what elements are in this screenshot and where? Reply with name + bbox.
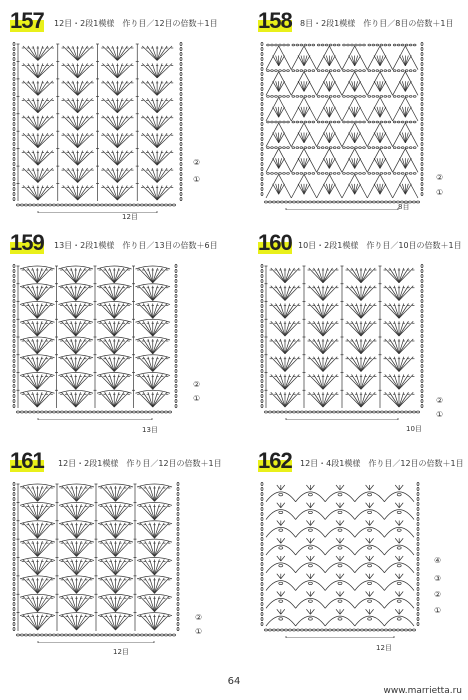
row-marker-1: ① — [195, 627, 203, 636]
crochet-chart — [10, 260, 180, 420]
row-marker-2: ② — [434, 590, 442, 599]
row-marker-2: ② — [193, 158, 201, 167]
pattern-description: 12目・2段1模様 作り目／12目の倍数＋1目 — [54, 19, 218, 28]
row-marker-2: ② — [195, 613, 203, 622]
crochet-chart — [10, 478, 182, 643]
row-marker-1: ① — [193, 394, 201, 403]
pattern-160-panel — [258, 232, 468, 447]
crochet-chart — [258, 260, 426, 420]
row-marker-4: ④ — [434, 556, 442, 565]
pattern-number: 157 — [10, 8, 44, 33]
pattern-number: 162 — [258, 448, 292, 473]
row-marker-2: ② — [436, 173, 444, 182]
pattern-description: 10目・2段1模様 作り目／10目の倍数＋1目 — [298, 241, 462, 250]
pattern-number: 158 — [258, 8, 292, 33]
row-marker-1: ① — [436, 188, 444, 197]
repeat-count: 10目 — [406, 425, 422, 433]
pattern-number: 160 — [258, 230, 292, 255]
pattern-number: 161 — [10, 448, 44, 473]
pattern-description: 12目・2段1模様 作り目／12目の倍数＋1目 — [58, 459, 222, 468]
pattern-158-panel — [258, 10, 468, 225]
pattern-description: 13目・2段1模様 作り目／13目の倍数＋6目 — [54, 241, 218, 250]
pattern-159-panel — [10, 232, 230, 447]
site-watermark: www.marrietta.ru — [383, 686, 462, 696]
crochet-chart — [258, 38, 426, 210]
row-marker-1: ① — [434, 606, 442, 615]
pattern-161-panel — [10, 450, 230, 665]
pattern-description: 8目・2段1模様 作り目／8目の倍数＋1目 — [300, 19, 454, 28]
row-marker-2: ② — [193, 380, 201, 389]
pattern-number: 159 — [10, 230, 44, 255]
row-marker-2: ② — [436, 396, 444, 405]
crochet-chart — [10, 38, 185, 213]
pattern-162-panel — [258, 450, 468, 665]
repeat-count: 12目 — [113, 648, 129, 656]
row-marker-3: ③ — [434, 574, 442, 583]
repeat-count: 12目 — [122, 213, 138, 221]
crochet-chart — [258, 478, 422, 638]
repeat-count: 12目 — [376, 644, 392, 652]
row-marker-1: ① — [436, 410, 444, 419]
pattern-description: 12目・4段1模様 作り目／12目の倍数＋1目 — [300, 459, 464, 468]
repeat-count: 8目 — [398, 203, 410, 211]
row-marker-1: ① — [193, 175, 201, 184]
page-number: 64 — [227, 676, 241, 687]
repeat-count: 13目 — [142, 426, 158, 434]
pattern-157-panel — [10, 10, 230, 225]
